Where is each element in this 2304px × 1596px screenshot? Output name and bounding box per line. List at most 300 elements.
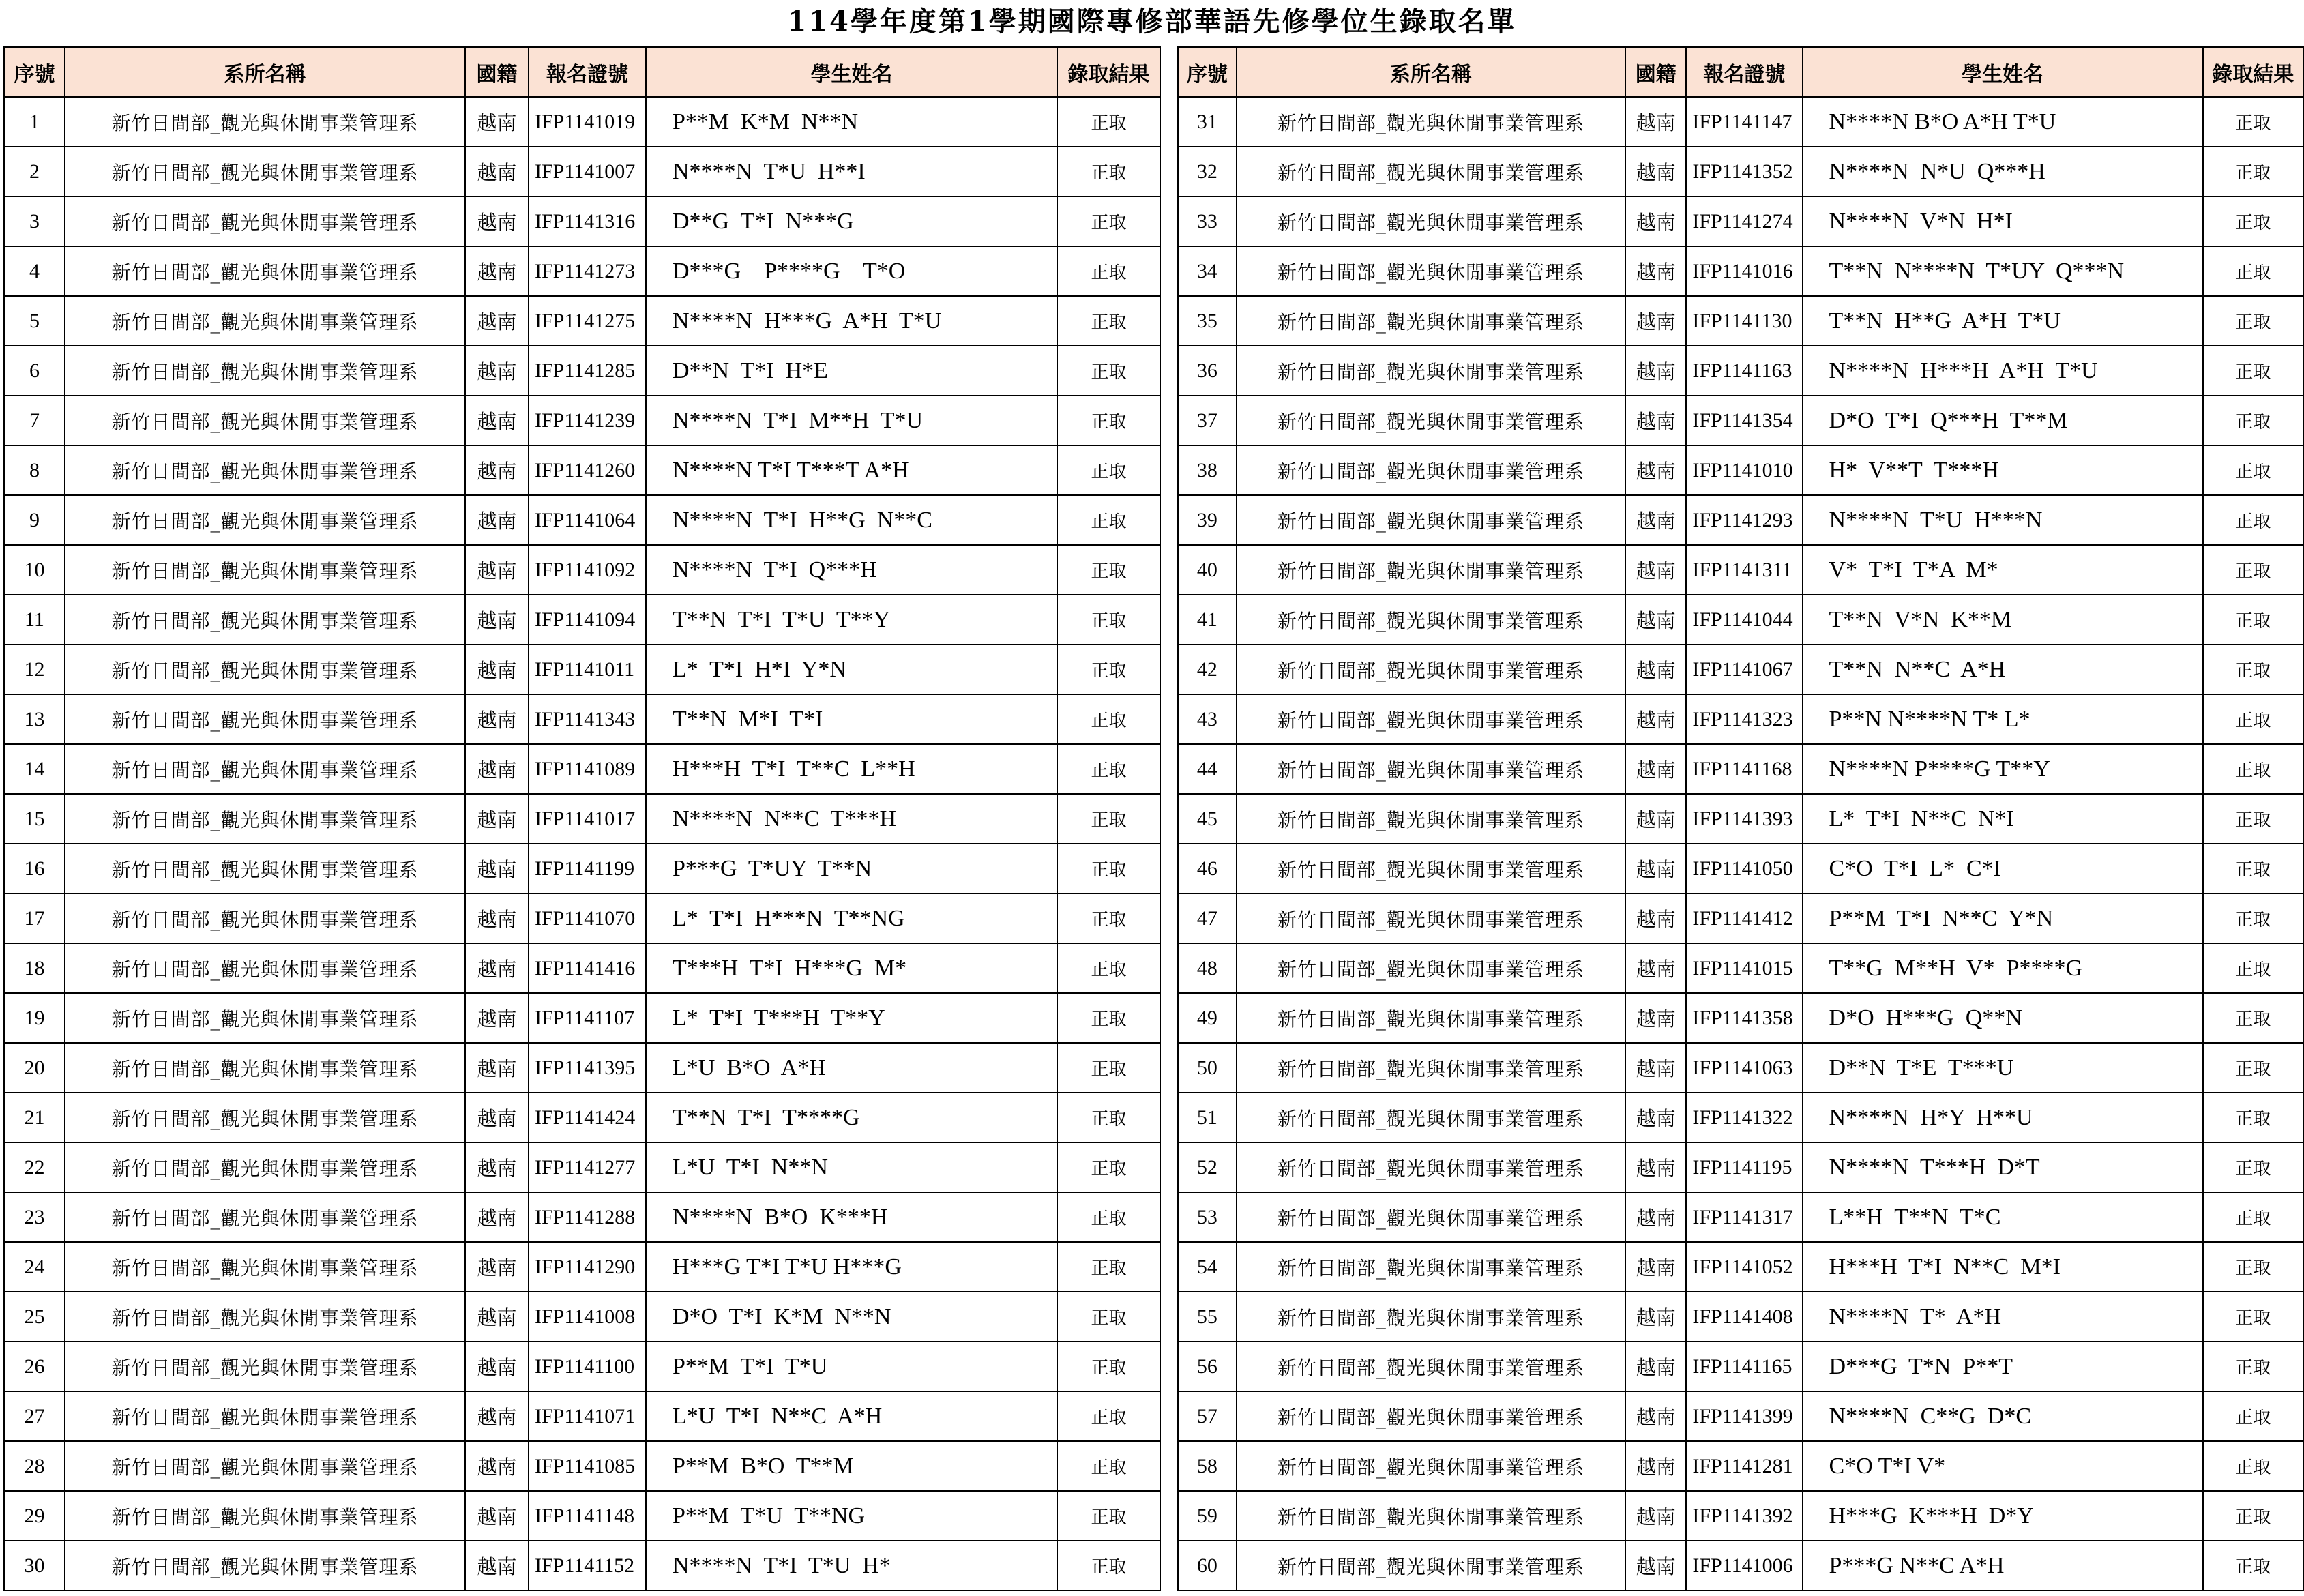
nationality-cell: 越南 [465, 993, 529, 1043]
student-name-cell: D***G P****G T*O [646, 246, 1057, 296]
registration-no-cell: IFP1141006 [1686, 1541, 1802, 1591]
table-row [1178, 1093, 2303, 1142]
registration-no-cell: IFP1141343 [529, 694, 646, 744]
nationality-cell: 越南 [1625, 97, 1686, 147]
student-name-cell: N****N H***H A*H T*U [1803, 346, 2203, 396]
student-name-cell: D**G T*I N***G [646, 196, 1057, 246]
table-row [1178, 1242, 2303, 1292]
registration-no-cell: IFP1141017 [529, 794, 646, 844]
department-cell: 新竹日間部_觀光與休閒事業管理系 [65, 893, 465, 943]
department-cell: 新竹日間部_觀光與休閒事業管理系 [65, 1292, 465, 1342]
table-row [1178, 844, 2303, 893]
department-cell: 新竹日間部_觀光與休閒事業管理系 [65, 1192, 465, 1242]
registration-no-cell: IFP1141015 [1686, 943, 1802, 993]
department-cell: 新竹日間部_觀光與休閒事業管理系 [65, 296, 465, 346]
department-cell: 新竹日間部_觀光與休閒事業管理系 [1237, 1242, 1625, 1292]
nationality-cell: 越南 [465, 1242, 529, 1292]
table-row [4, 1391, 1160, 1441]
department-cell: 新竹日間部_觀光與休閒事業管理系 [1237, 396, 1625, 445]
seq-cell: 28 [4, 1441, 65, 1491]
seq-cell: 55 [1178, 1292, 1237, 1342]
registration-no-cell: IFP1141412 [1686, 893, 1802, 943]
student-name-cell: V* T*I T*A M* [1803, 545, 2203, 595]
result-cell: 正取 [2203, 147, 2303, 196]
table-row [4, 595, 1160, 645]
seq-cell: 35 [1178, 296, 1237, 346]
registration-no-cell: IFP1141293 [1686, 495, 1802, 545]
table-row [4, 246, 1160, 296]
student-name-cell: H***H T*I T**C L**H [646, 744, 1057, 794]
seq-cell: 43 [1178, 694, 1237, 744]
table-row [1178, 545, 2303, 595]
registration-no-cell: IFP1141165 [1686, 1342, 1802, 1391]
student-name-cell: P**N N****N T* L* [1803, 694, 2203, 744]
result-cell: 正取 [1057, 246, 1160, 296]
result-cell: 正取 [1057, 1292, 1160, 1342]
student-name-cell: L*U T*I N**C A*H [646, 1391, 1057, 1441]
student-name-cell: L**H T**N T*C [1803, 1192, 2203, 1242]
seq-cell: 30 [4, 1541, 65, 1591]
seq-cell: 26 [4, 1342, 65, 1391]
seq-cell: 20 [4, 1043, 65, 1093]
result-cell: 正取 [1057, 1192, 1160, 1242]
table-row [4, 645, 1160, 694]
department-cell: 新竹日間部_觀光與休閒事業管理系 [65, 794, 465, 844]
seq-cell: 44 [1178, 744, 1237, 794]
result-cell: 正取 [2203, 1292, 2303, 1342]
seq-cell: 5 [4, 296, 65, 346]
student-name-cell: T**N T*I T*U T**Y [646, 595, 1057, 645]
student-name-cell: N****N T*I T***T A*H [646, 445, 1057, 495]
student-name-cell: T**G M**H V* P****G [1803, 943, 2203, 993]
registration-no-cell: IFP1141016 [1686, 246, 1802, 296]
nationality-cell: 越南 [465, 1342, 529, 1391]
table-header-row [1178, 47, 2303, 97]
nationality-cell: 越南 [465, 1391, 529, 1441]
table-row [1178, 147, 2303, 196]
result-cell: 正取 [1057, 147, 1160, 196]
table-row [4, 794, 1160, 844]
student-name-cell: N****N N**C T***H [646, 794, 1057, 844]
department-cell: 新竹日間部_觀光與休閒事業管理系 [65, 545, 465, 595]
table-row [1178, 1342, 2303, 1391]
seq-cell: 13 [4, 694, 65, 744]
department-cell: 新竹日間部_觀光與休閒事業管理系 [65, 844, 465, 893]
student-name-cell: P**M T*I N**C Y*N [1803, 893, 2203, 943]
student-name-cell: L*U T*I N**N [646, 1142, 1057, 1192]
nationality-cell: 越南 [465, 595, 529, 645]
seq-cell: 42 [1178, 645, 1237, 694]
table-row [1178, 445, 2303, 495]
table-row [4, 1142, 1160, 1192]
table-row [4, 844, 1160, 893]
result-cell: 正取 [2203, 545, 2303, 595]
registration-no-cell: IFP1141085 [529, 1441, 646, 1491]
table-row [4, 993, 1160, 1043]
department-cell: 新竹日間部_觀光與休閒事業管理系 [1237, 296, 1625, 346]
student-name-cell: N****N P****G T**Y [1803, 744, 2203, 794]
registration-no-cell: IFP1141416 [529, 943, 646, 993]
nationality-cell: 越南 [465, 645, 529, 694]
registration-no-cell: IFP1141317 [1686, 1192, 1802, 1242]
admission-table-left [3, 46, 1161, 1591]
student-name-cell: L* T*I H***N T**NG [646, 893, 1057, 943]
seq-cell: 51 [1178, 1093, 1237, 1142]
registration-no-cell: IFP1141322 [1686, 1093, 1802, 1142]
table-row [1178, 993, 2303, 1043]
table-row [4, 744, 1160, 794]
registration-no-cell: IFP1141239 [529, 396, 646, 445]
result-cell: 正取 [1057, 595, 1160, 645]
department-cell: 新竹日間部_觀光與休閒事業管理系 [1237, 794, 1625, 844]
nationality-cell: 越南 [1625, 147, 1686, 196]
seq-cell: 48 [1178, 943, 1237, 993]
table-row [4, 346, 1160, 396]
nationality-cell: 越南 [1625, 1292, 1686, 1342]
student-name-cell: N****N T*U H**I [646, 147, 1057, 196]
registration-no-cell: IFP1141019 [529, 97, 646, 147]
department-cell: 新竹日間部_觀光與休閒事業管理系 [1237, 1441, 1625, 1491]
result-cell: 正取 [2203, 794, 2303, 844]
table-row [4, 893, 1160, 943]
registration-no-cell: IFP1141290 [529, 1242, 646, 1292]
table-row [4, 943, 1160, 993]
department-cell: 新竹日間部_觀光與休閒事業管理系 [1237, 844, 1625, 893]
student-name-cell: D**N T*I H*E [646, 346, 1057, 396]
result-cell: 正取 [1057, 893, 1160, 943]
result-cell: 正取 [1057, 645, 1160, 694]
table-row [4, 1242, 1160, 1292]
registration-no-cell: IFP1141316 [529, 196, 646, 246]
nationality-cell: 越南 [1625, 844, 1686, 893]
registration-no-cell: IFP1141007 [529, 147, 646, 196]
student-name-cell: L*U B*O A*H [646, 1043, 1057, 1093]
registration-no-cell: IFP1141281 [1686, 1441, 1802, 1491]
seq-cell: 14 [4, 744, 65, 794]
department-cell: 新竹日間部_觀光與休閒事業管理系 [65, 196, 465, 246]
department-cell: 新竹日間部_觀光與休閒事業管理系 [1237, 993, 1625, 1043]
table-row [1178, 893, 2303, 943]
seq-cell: 8 [4, 445, 65, 495]
student-name-cell: D*O T*I Q***H T**M [1803, 396, 2203, 445]
table-row [4, 1541, 1160, 1591]
table-row [1178, 1142, 2303, 1192]
student-name-cell: H***G T*I T*U H***G [646, 1242, 1057, 1292]
department-cell: 新竹日間部_觀光與休閒事業管理系 [65, 1242, 465, 1292]
student-name-cell: N****N C**G D*C [1803, 1391, 2203, 1441]
seq-cell: 57 [1178, 1391, 1237, 1441]
department-cell: 新竹日間部_觀光與休閒事業管理系 [1237, 1541, 1625, 1591]
seq-cell: 54 [1178, 1242, 1237, 1292]
table-row [4, 445, 1160, 495]
student-name-cell: H* V**T T***H [1803, 445, 2203, 495]
result-cell: 正取 [1057, 495, 1160, 545]
department-cell: 新竹日間部_觀光與休閒事業管理系 [65, 1342, 465, 1391]
registration-no-cell: IFP1141277 [529, 1142, 646, 1192]
student-name-cell: T**N T*I T****G [646, 1093, 1057, 1142]
table-row [1178, 296, 2303, 346]
table-row [1178, 346, 2303, 396]
table-row [4, 1342, 1160, 1391]
department-cell: 新竹日間部_觀光與休閒事業管理系 [65, 1093, 465, 1142]
nationality-cell: 越南 [465, 794, 529, 844]
nationality-cell: 越南 [1625, 346, 1686, 396]
table-row [1178, 1541, 2303, 1591]
result-cell: 正取 [2203, 1043, 2303, 1093]
table-row [4, 1043, 1160, 1093]
registration-no-cell: IFP1141392 [1686, 1491, 1802, 1541]
registration-no-cell: IFP1141067 [1686, 645, 1802, 694]
student-name-cell: T**N N**C A*H [1803, 645, 2203, 694]
registration-no-cell: IFP1141358 [1686, 993, 1802, 1043]
seq-cell: 11 [4, 595, 65, 645]
department-cell: 新竹日間部_觀光與休閒事業管理系 [65, 396, 465, 445]
table-row [1178, 1192, 2303, 1242]
seq-cell: 3 [4, 196, 65, 246]
nationality-cell: 越南 [465, 495, 529, 545]
result-cell: 正取 [2203, 1342, 2303, 1391]
seq-cell: 53 [1178, 1192, 1237, 1242]
nationality-cell: 越南 [1625, 396, 1686, 445]
registration-no-cell: IFP1141010 [1686, 445, 1802, 495]
table-row [4, 147, 1160, 196]
nationality-cell: 越南 [1625, 246, 1686, 296]
table-row [4, 1441, 1160, 1491]
seq-cell: 50 [1178, 1043, 1237, 1093]
student-name-cell: L* T*I N**C N*I [1803, 794, 2203, 844]
student-name-cell: N****N T***H D*T [1803, 1142, 2203, 1192]
nationality-cell: 越南 [465, 1043, 529, 1093]
seq-cell: 7 [4, 396, 65, 445]
seq-cell: 58 [1178, 1441, 1237, 1491]
nationality-cell: 越南 [465, 943, 529, 993]
registration-no-cell: IFP1141148 [529, 1491, 646, 1541]
table-row [4, 1292, 1160, 1342]
registration-no-cell: IFP1141064 [529, 495, 646, 545]
seq-cell: 19 [4, 993, 65, 1043]
nationality-cell: 越南 [465, 346, 529, 396]
student-name-cell: D*O H***G Q**N [1803, 993, 2203, 1043]
result-cell: 正取 [1057, 1491, 1160, 1541]
table-row [4, 1192, 1160, 1242]
student-name-cell: T**N M*I T*I [646, 694, 1057, 744]
student-name-cell: N****N V*N H*I [1803, 196, 2203, 246]
nationality-cell: 越南 [1625, 1242, 1686, 1292]
result-cell: 正取 [1057, 346, 1160, 396]
nationality-cell: 越南 [1625, 296, 1686, 346]
result-cell: 正取 [1057, 1342, 1160, 1391]
seq-cell: 9 [4, 495, 65, 545]
department-cell: 新竹日間部_觀光與休閒事業管理系 [65, 1142, 465, 1192]
department-cell: 新竹日間部_觀光與休閒事業管理系 [65, 645, 465, 694]
nationality-cell: 越南 [1625, 943, 1686, 993]
table-row [1178, 595, 2303, 645]
table-row [1178, 246, 2303, 296]
result-cell: 正取 [2203, 694, 2303, 744]
student-name-cell: N****N T*I Q***H [646, 545, 1057, 595]
nationality-cell: 越南 [465, 196, 529, 246]
student-name-cell: P**M B*O T**M [646, 1441, 1057, 1491]
registration-no-cell: IFP1141285 [529, 346, 646, 396]
nationality-cell: 越南 [465, 694, 529, 744]
department-cell: 新竹日間部_觀光與休閒事業管理系 [65, 943, 465, 993]
department-cell: 新竹日間部_觀光與休閒事業管理系 [65, 246, 465, 296]
registration-no-cell: IFP1141395 [529, 1043, 646, 1093]
registration-no-cell: IFP1141008 [529, 1292, 646, 1342]
header-registration-no: 報名證號 [1686, 47, 1802, 97]
result-cell: 正取 [1057, 396, 1160, 445]
nationality-cell: 越南 [465, 844, 529, 893]
department-cell: 新竹日間部_觀光與休閒事業管理系 [1237, 1491, 1625, 1541]
department-cell: 新竹日間部_觀光與休閒事業管理系 [65, 495, 465, 545]
nationality-cell: 越南 [1625, 545, 1686, 595]
table-row [4, 545, 1160, 595]
nationality-cell: 越南 [465, 97, 529, 147]
nationality-cell: 越南 [465, 445, 529, 495]
seq-cell: 36 [1178, 346, 1237, 396]
seq-cell: 59 [1178, 1491, 1237, 1541]
result-cell: 正取 [1057, 1541, 1160, 1591]
seq-cell: 4 [4, 246, 65, 296]
registration-no-cell: IFP1141147 [1686, 97, 1802, 147]
nationality-cell: 越南 [465, 147, 529, 196]
registration-no-cell: IFP1141352 [1686, 147, 1802, 196]
student-name-cell: T**N V*N K**M [1803, 595, 2203, 645]
department-cell: 新竹日間部_觀光與休閒事業管理系 [1237, 246, 1625, 296]
seq-cell: 1 [4, 97, 65, 147]
nationality-cell: 越南 [1625, 993, 1686, 1043]
seq-cell: 47 [1178, 893, 1237, 943]
department-cell: 新竹日間部_觀光與休閒事業管理系 [65, 1541, 465, 1591]
result-cell: 正取 [2203, 744, 2303, 794]
table-row [1178, 645, 2303, 694]
table-row [4, 1491, 1160, 1541]
result-cell: 正取 [1057, 844, 1160, 893]
table-row [4, 1093, 1160, 1142]
result-cell: 正取 [2203, 445, 2303, 495]
result-cell: 正取 [1057, 943, 1160, 993]
seq-cell: 10 [4, 545, 65, 595]
result-cell: 正取 [2203, 844, 2303, 893]
table-row [1178, 1441, 2303, 1491]
department-cell: 新竹日間部_觀光與休閒事業管理系 [65, 1391, 465, 1441]
registration-no-cell: IFP1141168 [1686, 744, 1802, 794]
student-name-cell: N****N H*Y H**U [1803, 1093, 2203, 1142]
table-header-row [4, 47, 1160, 97]
registration-no-cell: IFP1141399 [1686, 1391, 1802, 1441]
registration-no-cell: IFP1141195 [1686, 1142, 1802, 1192]
seq-cell: 52 [1178, 1142, 1237, 1192]
seq-cell: 41 [1178, 595, 1237, 645]
student-name-cell: T***H T*I H***G M* [646, 943, 1057, 993]
nationality-cell: 越南 [1625, 893, 1686, 943]
nationality-cell: 越南 [465, 744, 529, 794]
result-cell: 正取 [1057, 545, 1160, 595]
seq-cell: 22 [4, 1142, 65, 1192]
student-name-cell: T**N H**G A*H T*U [1803, 296, 2203, 346]
result-cell: 正取 [1057, 1093, 1160, 1142]
table-row [4, 296, 1160, 346]
department-cell: 新竹日間部_觀光與休閒事業管理系 [1237, 1292, 1625, 1342]
result-cell: 正取 [1057, 1391, 1160, 1441]
department-cell: 新竹日間部_觀光與休閒事業管理系 [1237, 147, 1625, 196]
seq-cell: 56 [1178, 1342, 1237, 1391]
department-cell: 新竹日間部_觀光與休閒事業管理系 [1237, 943, 1625, 993]
registration-no-cell: IFP1141050 [1686, 844, 1802, 893]
seq-cell: 25 [4, 1292, 65, 1342]
student-name-cell: N****N T*U H***N [1803, 495, 2203, 545]
result-cell: 正取 [1057, 1043, 1160, 1093]
result-cell: 正取 [1057, 794, 1160, 844]
nationality-cell: 越南 [1625, 645, 1686, 694]
registration-no-cell: IFP1141393 [1686, 794, 1802, 844]
nationality-cell: 越南 [1625, 1441, 1686, 1491]
registration-no-cell: IFP1141199 [529, 844, 646, 893]
table-row [1178, 196, 2303, 246]
result-cell: 正取 [1057, 97, 1160, 147]
student-name-cell: T**N N****N T*UY Q***N [1803, 246, 2203, 296]
registration-no-cell: IFP1141288 [529, 1192, 646, 1242]
table-row [4, 495, 1160, 545]
department-cell: 新竹日間部_觀光與休閒事業管理系 [65, 346, 465, 396]
result-cell: 正取 [1057, 694, 1160, 744]
result-cell: 正取 [2203, 893, 2303, 943]
table-row [1178, 1391, 2303, 1441]
nationality-cell: 越南 [1625, 744, 1686, 794]
result-cell: 正取 [1057, 744, 1160, 794]
student-name-cell: L* T*I T***H T**Y [646, 993, 1057, 1043]
seq-cell: 29 [4, 1491, 65, 1541]
seq-cell: 18 [4, 943, 65, 993]
result-cell: 正取 [2203, 97, 2303, 147]
department-cell: 新竹日間部_觀光與休閒事業管理系 [65, 694, 465, 744]
nationality-cell: 越南 [1625, 1342, 1686, 1391]
nationality-cell: 越南 [465, 1292, 529, 1342]
department-cell: 新竹日間部_觀光與休閒事業管理系 [1237, 694, 1625, 744]
seq-cell: 16 [4, 844, 65, 893]
department-cell: 新竹日間部_觀光與休閒事業管理系 [1237, 645, 1625, 694]
registration-no-cell: IFP1141163 [1686, 346, 1802, 396]
seq-cell: 15 [4, 794, 65, 844]
header-nationality: 國籍 [465, 47, 529, 97]
result-cell: 正取 [1057, 1142, 1160, 1192]
department-cell: 新竹日間部_觀光與休閒事業管理系 [1237, 545, 1625, 595]
department-cell: 新竹日間部_觀光與休閒事業管理系 [65, 1441, 465, 1491]
result-cell: 正取 [2203, 993, 2303, 1043]
registration-no-cell: IFP1141052 [1686, 1242, 1802, 1292]
registration-no-cell: IFP1141130 [1686, 296, 1802, 346]
header-department: 系所名稱 [65, 47, 465, 97]
result-cell: 正取 [2203, 1541, 2303, 1591]
department-cell: 新竹日間部_觀光與休閒事業管理系 [1237, 196, 1625, 246]
seq-cell: 32 [1178, 147, 1237, 196]
student-name-cell: P***G N**C A*H [1803, 1541, 2203, 1591]
result-cell: 正取 [1057, 445, 1160, 495]
seq-cell: 38 [1178, 445, 1237, 495]
header-seq: 序號 [4, 47, 65, 97]
table-row [1178, 495, 2303, 545]
student-name-cell: P***G T*UY T**N [646, 844, 1057, 893]
seq-cell: 12 [4, 645, 65, 694]
nationality-cell: 越南 [465, 1441, 529, 1491]
nationality-cell: 越南 [1625, 1043, 1686, 1093]
table-row [4, 196, 1160, 246]
nationality-cell: 越南 [1625, 445, 1686, 495]
student-name-cell: D**N T*E T***U [1803, 1043, 2203, 1093]
result-cell: 正取 [1057, 196, 1160, 246]
table-row [4, 694, 1160, 744]
department-cell: 新竹日間部_觀光與休閒事業管理系 [65, 744, 465, 794]
